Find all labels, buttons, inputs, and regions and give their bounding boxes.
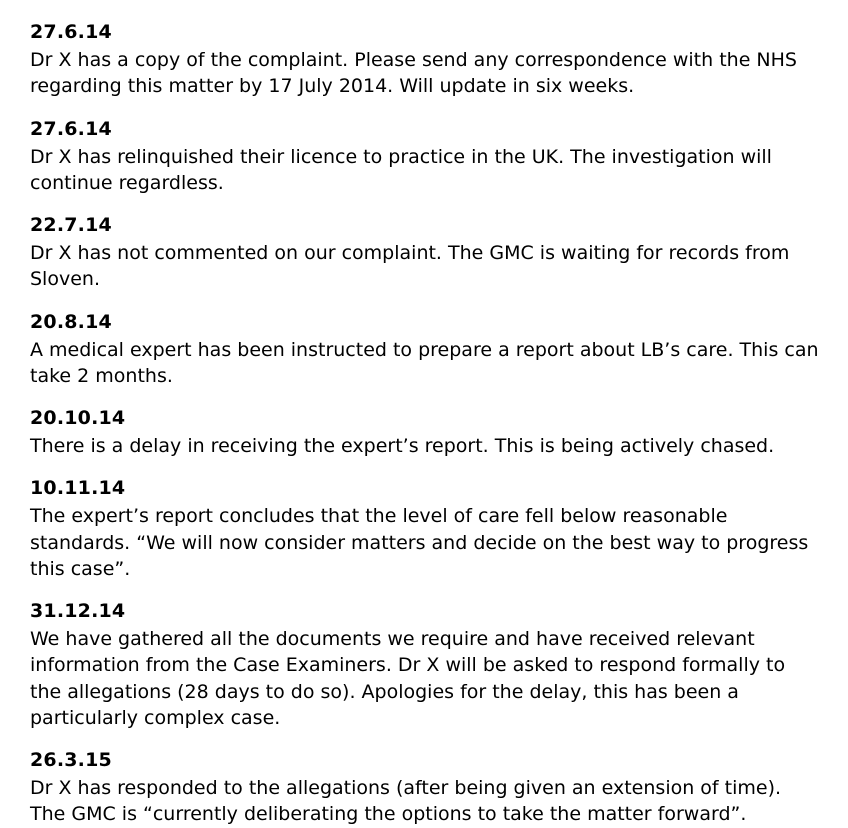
entry-date: 26.3.15 [30,749,112,772]
timeline-entry [30,476,822,582]
timeline-entry [30,748,822,828]
entry-date: 27.6.14 [30,117,112,140]
entry-text: Dr X has not commented on our complaint. The GMC is waiting for records from Sloven. [30,242,790,291]
timeline-entry [30,310,822,390]
timeline-entry [30,599,822,731]
entry-date: 10.11.14 [30,477,126,500]
timeline-entry [30,213,822,293]
timeline-entry [30,20,822,100]
timeline-entry [30,406,822,459]
entry-text: Dr X has a copy of the complaint. Please send any correspondence with the NHS regarding this matter by 17 July 2014. Will update in six weeks. [30,49,797,98]
entry-text: There is a delay in receiving the expert’s report. This is being actively chased. [30,435,775,458]
entry-text: Dr X has relinquished their licence to practice in the UK. The investigation will continue regardless. [30,145,772,194]
timeline-entry [30,117,822,197]
entry-date: 27.6.14 [30,21,112,43]
entry-text: Dr X has responded to the allegations (after being given an extension of time). The GMC is “currently deliberating the options to take the matter forward”. [30,777,782,826]
entry-text: The expert’s report concludes that the level of care fell below reasonable standards. “We will now consider matters and decide on the best way to progress this case”. [30,505,809,580]
entry-date: 20.10.14 [30,407,126,430]
entry-text: A medical expert has been instructed to prepare a report about LB’s care. This can take 2 months. [30,338,819,387]
entry-date: 20.8.14 [30,310,112,333]
entry-date: 31.12.14 [30,600,126,623]
entry-text: We have gathered all the documents we require and have received relevant information from the Case Examiners. Dr X will be asked to respond formally to the allegations (28 days to do so). Apologies for the delay, this has been a particularly complex case. [30,628,786,729]
entry-date: 22.7.14 [30,214,112,237]
